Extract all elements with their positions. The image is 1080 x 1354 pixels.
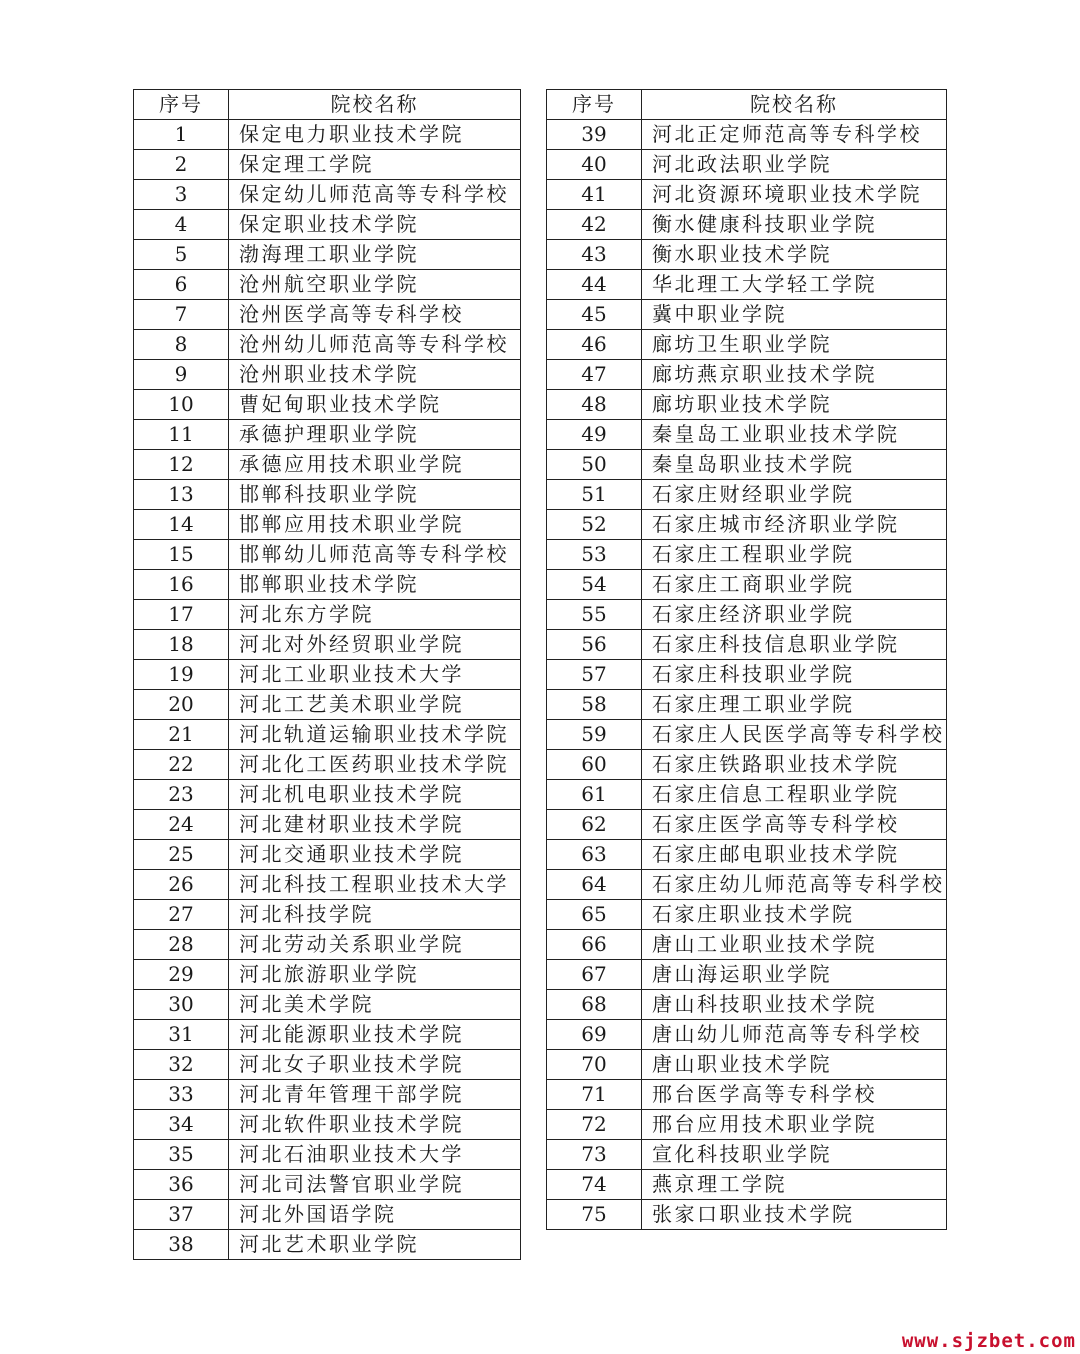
row-school-name: 唐山工业职业技术学院	[642, 930, 947, 960]
row-seq: 3	[134, 180, 229, 210]
row-seq: 11	[134, 420, 229, 450]
table-row	[547, 150, 947, 180]
row-seq: 18	[134, 630, 229, 660]
row-seq: 54	[547, 570, 642, 600]
row-seq: 21	[134, 720, 229, 750]
row-school-name: 衡水健康科技职业学院	[642, 210, 947, 240]
row-seq: 22	[134, 750, 229, 780]
table-row	[547, 660, 947, 690]
table-row	[134, 240, 521, 270]
row-school-name: 沧州航空职业学院	[229, 270, 521, 300]
row-school-name: 唐山职业技术学院	[642, 1050, 947, 1080]
table-row	[134, 1020, 521, 1050]
row-seq: 68	[547, 990, 642, 1020]
table-row	[134, 390, 521, 420]
row-seq: 34	[134, 1110, 229, 1140]
row-school-name: 廊坊职业技术学院	[642, 390, 947, 420]
school-table-right	[546, 89, 947, 1230]
row-school-name: 石家庄医学高等专科学校	[642, 810, 947, 840]
header-seq: 序号	[547, 90, 642, 120]
row-school-name: 河北外国语学院	[229, 1200, 521, 1230]
row-school-name: 河北工业职业技术大学	[229, 660, 521, 690]
table-row	[134, 690, 521, 720]
table-row	[134, 1110, 521, 1140]
row-school-name: 沧州职业技术学院	[229, 360, 521, 390]
row-seq: 56	[547, 630, 642, 660]
row-seq: 36	[134, 1170, 229, 1200]
table-row	[547, 540, 947, 570]
table-row	[134, 480, 521, 510]
row-school-name: 河北艺术职业学院	[229, 1230, 521, 1260]
table-row	[134, 1140, 521, 1170]
row-school-name: 石家庄理工职业学院	[642, 690, 947, 720]
row-school-name: 石家庄城市经济职业学院	[642, 510, 947, 540]
row-seq: 42	[547, 210, 642, 240]
row-seq: 8	[134, 330, 229, 360]
row-seq: 61	[547, 780, 642, 810]
row-seq: 24	[134, 810, 229, 840]
row-school-name: 邯郸幼儿师范高等专科学校	[229, 540, 521, 570]
table-row	[547, 330, 947, 360]
row-school-name: 河北劳动关系职业学院	[229, 930, 521, 960]
table-row	[134, 1230, 521, 1260]
table-row	[134, 660, 521, 690]
row-school-name: 河北女子职业技术学院	[229, 1050, 521, 1080]
table-row	[547, 1200, 947, 1230]
row-school-name: 曹妃甸职业技术学院	[229, 390, 521, 420]
table-row	[547, 420, 947, 450]
row-seq: 69	[547, 1020, 642, 1050]
table-row	[547, 450, 947, 480]
table-row	[547, 480, 947, 510]
row-seq: 16	[134, 570, 229, 600]
row-seq: 15	[134, 540, 229, 570]
table-row	[547, 930, 947, 960]
row-school-name: 保定职业技术学院	[229, 210, 521, 240]
table-row	[134, 360, 521, 390]
row-seq: 59	[547, 720, 642, 750]
row-school-name: 河北工艺美术职业学院	[229, 690, 521, 720]
row-seq: 10	[134, 390, 229, 420]
table-row	[547, 780, 947, 810]
table-row	[547, 900, 947, 930]
row-school-name: 河北建材职业技术学院	[229, 810, 521, 840]
row-seq: 67	[547, 960, 642, 990]
row-seq: 57	[547, 660, 642, 690]
table-row	[547, 360, 947, 390]
row-seq: 46	[547, 330, 642, 360]
table-row	[547, 840, 947, 870]
row-school-name: 石家庄财经职业学院	[642, 480, 947, 510]
row-school-name: 石家庄科技职业学院	[642, 660, 947, 690]
row-school-name: 燕京理工学院	[642, 1170, 947, 1200]
table-row	[134, 810, 521, 840]
row-school-name: 河北石油职业技术大学	[229, 1140, 521, 1170]
row-seq: 19	[134, 660, 229, 690]
row-school-name: 河北机电职业技术学院	[229, 780, 521, 810]
row-school-name: 河北政法职业学院	[642, 150, 947, 180]
row-seq: 44	[547, 270, 642, 300]
row-school-name: 邯郸应用技术职业学院	[229, 510, 521, 540]
row-school-name: 邯郸职业技术学院	[229, 570, 521, 600]
row-seq: 4	[134, 210, 229, 240]
table-row	[547, 1110, 947, 1140]
table-row	[547, 510, 947, 540]
row-school-name: 廊坊燕京职业技术学院	[642, 360, 947, 390]
row-school-name: 唐山幼儿师范高等专科学校	[642, 1020, 947, 1050]
table-row	[134, 510, 521, 540]
row-seq: 6	[134, 270, 229, 300]
row-school-name: 廊坊卫生职业学院	[642, 330, 947, 360]
row-school-name: 河北化工医药职业技术学院	[229, 750, 521, 780]
row-school-name: 保定电力职业技术学院	[229, 120, 521, 150]
table-row	[547, 1020, 947, 1050]
row-school-name: 衡水职业技术学院	[642, 240, 947, 270]
row-school-name: 邢台应用技术职业学院	[642, 1110, 947, 1140]
row-seq: 1	[134, 120, 229, 150]
row-seq: 27	[134, 900, 229, 930]
row-school-name: 渤海理工职业学院	[229, 240, 521, 270]
table-row	[547, 1140, 947, 1170]
row-school-name: 河北青年管理干部学院	[229, 1080, 521, 1110]
row-seq: 49	[547, 420, 642, 450]
table-row	[547, 120, 947, 150]
table-row	[547, 750, 947, 780]
school-table-left	[133, 89, 521, 1260]
table-row	[547, 240, 947, 270]
row-school-name: 河北旅游职业学院	[229, 960, 521, 990]
row-school-name: 承德应用技术职业学院	[229, 450, 521, 480]
table-row	[547, 390, 947, 420]
row-seq: 64	[547, 870, 642, 900]
table-row	[134, 570, 521, 600]
row-seq: 75	[547, 1200, 642, 1230]
row-school-name: 石家庄科技信息职业学院	[642, 630, 947, 660]
row-seq: 55	[547, 600, 642, 630]
row-seq: 50	[547, 450, 642, 480]
row-seq: 12	[134, 450, 229, 480]
table-row	[547, 720, 947, 750]
row-school-name: 石家庄信息工程职业学院	[642, 780, 947, 810]
row-school-name: 石家庄人民医学高等专科学校	[642, 720, 947, 750]
table-row	[134, 120, 521, 150]
row-seq: 41	[547, 180, 642, 210]
table-row	[134, 750, 521, 780]
header-name: 院校名称	[229, 90, 521, 120]
table-row	[134, 600, 521, 630]
table-row	[547, 600, 947, 630]
table-row	[134, 990, 521, 1020]
row-school-name: 秦皇岛工业职业技术学院	[642, 420, 947, 450]
row-seq: 29	[134, 960, 229, 990]
table-row	[134, 300, 521, 330]
table-row	[134, 630, 521, 660]
row-seq: 28	[134, 930, 229, 960]
table-row	[134, 780, 521, 810]
table-row	[547, 210, 947, 240]
table-row	[134, 150, 521, 180]
row-school-name: 河北软件职业技术学院	[229, 1110, 521, 1140]
row-school-name: 河北对外经贸职业学院	[229, 630, 521, 660]
table-row	[134, 930, 521, 960]
table-header-row	[134, 90, 521, 120]
row-school-name: 河北科技学院	[229, 900, 521, 930]
row-school-name: 石家庄幼儿师范高等专科学校	[642, 870, 947, 900]
row-seq: 74	[547, 1170, 642, 1200]
row-seq: 25	[134, 840, 229, 870]
row-school-name: 石家庄经济职业学院	[642, 600, 947, 630]
table-row	[134, 210, 521, 240]
row-school-name: 河北轨道运输职业技术学院	[229, 720, 521, 750]
row-seq: 39	[547, 120, 642, 150]
table-body-right	[547, 120, 947, 1230]
row-seq: 45	[547, 300, 642, 330]
row-school-name: 承德护理职业学院	[229, 420, 521, 450]
table-row	[547, 1080, 947, 1110]
header-name: 院校名称	[642, 90, 947, 120]
row-seq: 31	[134, 1020, 229, 1050]
table-row	[134, 1200, 521, 1230]
row-seq: 66	[547, 930, 642, 960]
row-school-name: 沧州医学高等专科学校	[229, 300, 521, 330]
row-school-name: 邯郸科技职业学院	[229, 480, 521, 510]
table-row	[134, 900, 521, 930]
row-seq: 26	[134, 870, 229, 900]
row-seq: 13	[134, 480, 229, 510]
table-row	[547, 690, 947, 720]
row-school-name: 华北理工大学轻工学院	[642, 270, 947, 300]
table-row	[547, 180, 947, 210]
table-row	[134, 720, 521, 750]
row-seq: 32	[134, 1050, 229, 1080]
row-seq: 30	[134, 990, 229, 1020]
row-school-name: 河北东方学院	[229, 600, 521, 630]
row-seq: 20	[134, 690, 229, 720]
table-row	[547, 1050, 947, 1080]
row-school-name: 河北美术学院	[229, 990, 521, 1020]
row-seq: 63	[547, 840, 642, 870]
table-row	[134, 840, 521, 870]
row-school-name: 唐山海运职业学院	[642, 960, 947, 990]
row-school-name: 冀中职业学院	[642, 300, 947, 330]
row-school-name: 石家庄工程职业学院	[642, 540, 947, 570]
table-row	[134, 180, 521, 210]
row-school-name: 石家庄工商职业学院	[642, 570, 947, 600]
row-school-name: 河北正定师范高等专科学校	[642, 120, 947, 150]
row-seq: 43	[547, 240, 642, 270]
row-school-name: 石家庄邮电职业技术学院	[642, 840, 947, 870]
table-row	[134, 420, 521, 450]
table-row	[547, 630, 947, 660]
table-row	[134, 1170, 521, 1200]
row-school-name: 张家口职业技术学院	[642, 1200, 947, 1230]
row-seq: 51	[547, 480, 642, 510]
table-row	[134, 540, 521, 570]
table-row	[547, 960, 947, 990]
row-school-name: 河北科技工程职业技术大学	[229, 870, 521, 900]
row-seq: 5	[134, 240, 229, 270]
table-row	[134, 960, 521, 990]
row-seq: 2	[134, 150, 229, 180]
row-seq: 52	[547, 510, 642, 540]
row-school-name: 保定理工学院	[229, 150, 521, 180]
row-school-name: 唐山科技职业技术学院	[642, 990, 947, 1020]
table-row	[547, 300, 947, 330]
table-row	[134, 1080, 521, 1110]
table-row	[134, 870, 521, 900]
row-school-name: 石家庄职业技术学院	[642, 900, 947, 930]
table-row	[547, 270, 947, 300]
row-seq: 14	[134, 510, 229, 540]
table-row	[134, 270, 521, 300]
row-seq: 65	[547, 900, 642, 930]
table-row	[547, 870, 947, 900]
row-seq: 40	[547, 150, 642, 180]
row-seq: 73	[547, 1140, 642, 1170]
row-school-name: 石家庄铁路职业技术学院	[642, 750, 947, 780]
row-seq: 60	[547, 750, 642, 780]
table-header-row	[547, 90, 947, 120]
table-body-left	[134, 120, 521, 1260]
row-seq: 71	[547, 1080, 642, 1110]
table-row	[134, 1050, 521, 1080]
site-watermark: www.sjzbet.com	[901, 1330, 1076, 1352]
row-seq: 53	[547, 540, 642, 570]
header-seq: 序号	[134, 90, 229, 120]
row-seq: 38	[134, 1230, 229, 1260]
row-seq: 23	[134, 780, 229, 810]
row-seq: 72	[547, 1110, 642, 1140]
row-seq: 48	[547, 390, 642, 420]
row-seq: 47	[547, 360, 642, 390]
row-school-name: 保定幼儿师范高等专科学校	[229, 180, 521, 210]
row-school-name: 宣化科技职业学院	[642, 1140, 947, 1170]
row-seq: 58	[547, 690, 642, 720]
table-row	[134, 450, 521, 480]
row-seq: 9	[134, 360, 229, 390]
table-row	[547, 810, 947, 840]
row-school-name: 邢台医学高等专科学校	[642, 1080, 947, 1110]
row-seq: 37	[134, 1200, 229, 1230]
row-school-name: 河北能源职业技术学院	[229, 1020, 521, 1050]
row-seq: 33	[134, 1080, 229, 1110]
row-school-name: 沧州幼儿师范高等专科学校	[229, 330, 521, 360]
table-row	[547, 990, 947, 1020]
row-seq: 70	[547, 1050, 642, 1080]
table-row	[134, 330, 521, 360]
row-school-name: 河北资源环境职业技术学院	[642, 180, 947, 210]
row-seq: 62	[547, 810, 642, 840]
row-seq: 7	[134, 300, 229, 330]
row-school-name: 河北司法警官职业学院	[229, 1170, 521, 1200]
row-seq: 35	[134, 1140, 229, 1170]
row-school-name: 秦皇岛职业技术学院	[642, 450, 947, 480]
table-row	[547, 1170, 947, 1200]
table-row	[547, 570, 947, 600]
row-school-name: 河北交通职业技术学院	[229, 840, 521, 870]
row-seq: 17	[134, 600, 229, 630]
